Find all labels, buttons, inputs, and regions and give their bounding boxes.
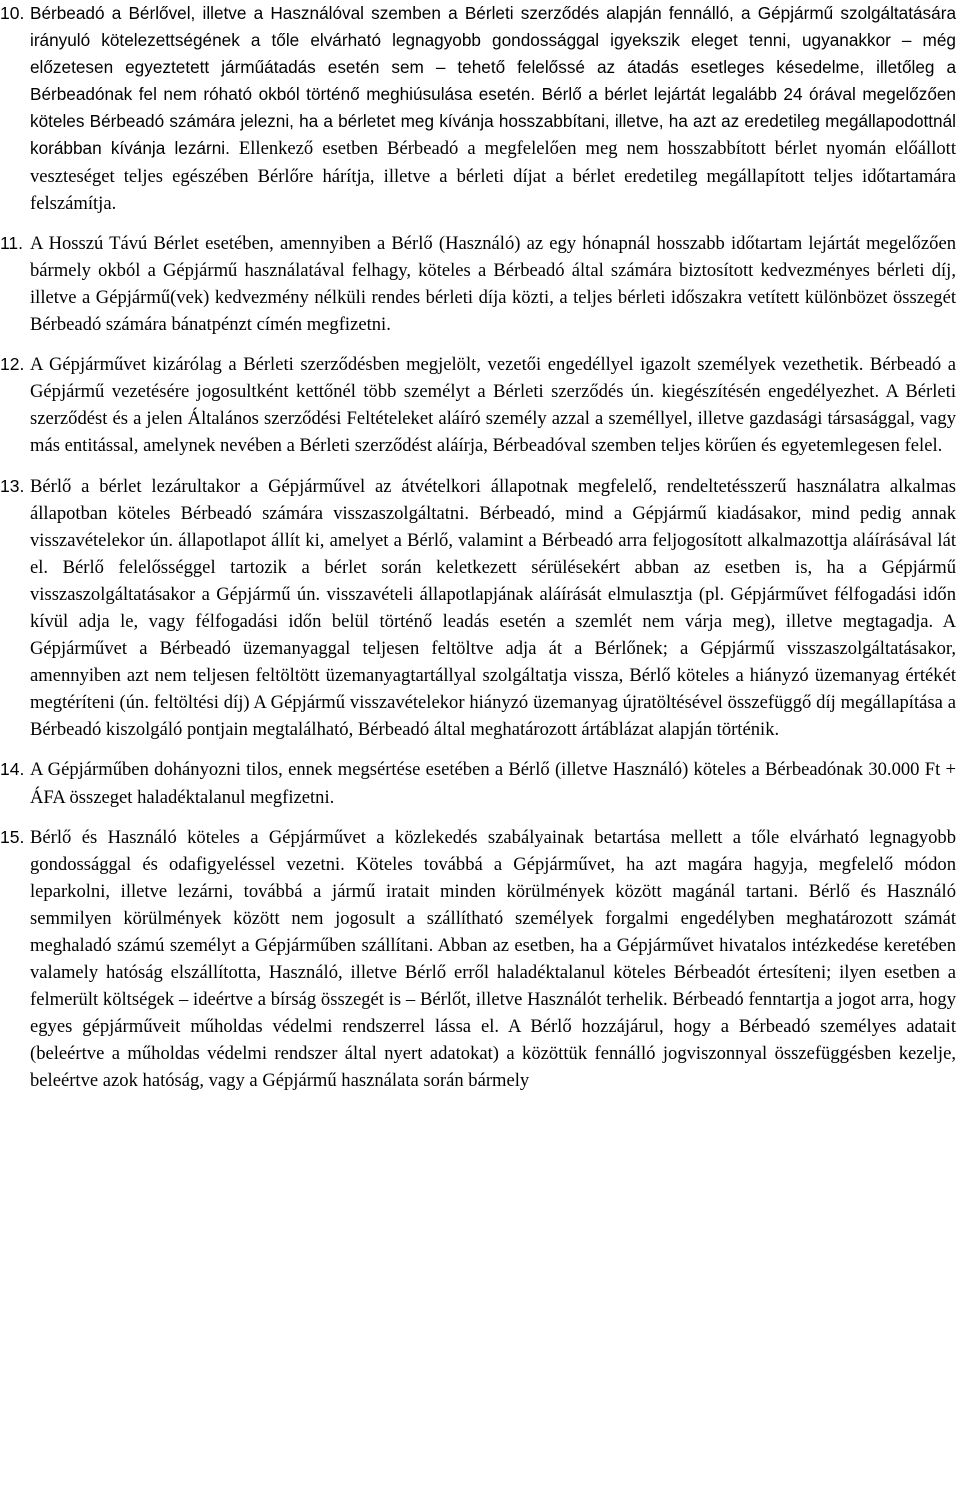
clause-number: 12. — [0, 354, 25, 375]
clause-10 — [0, 0, 960, 217]
clause-text-part: Bérbeadó a Bérlővel, illetve a Használóval szemben a Bérleti szerződés alapján fennálló, a Gépjármű szolgáltatására irányuló kötelezettségének a tőle elvárható legnagyobb gondossággal igyekszik eleget tenni, ugyanakkor – még előzetesen egyeztetett járműátadás esetén sem – tehető felelőssé az átadás esetleges késedelme, illetőleg a Bérbeadónak fel nem róható okból történő meghiúsulása esetén. — [30, 3, 956, 105]
clause-14 — [0, 756, 960, 810]
clause-text-part: Ellenkező esetben Bérbeadó a megfelelően meg nem hosszabbított bérlet nyomán előállott veszteséget teljes egészében Bérlőre hárítja, illetve a bérleti díjat a bérlet eredetileg megállapított teljes időtartamára felszámítja. — [30, 138, 956, 214]
clause-text: A Gépjárműben dohányozni tilos, ennek megsértése esetében a Bérlő (illetve Használó) köteles a Bérbeadónak 30.000 Ft + ÁFA összeget haladéktalanul megfizetni. — [30, 759, 956, 808]
clause-number: 11. — [0, 232, 24, 253]
clause-number: 14. — [0, 759, 25, 780]
clause-11 — [0, 230, 960, 338]
clause-text: Bérlő és Használó köteles a Gépjárművet a közlekedés szabályainak betartása mellett a tőle elvárható legnagyobb gondossággal és odafigyeléssel vezetni. Köteles továbbá a Gépjárművet, ha azt magára hagyja, megfelelő módon leparkolni, illetve lezárni, továbbá a jármű iratait minden körülmények között magánál tartani. Bérlő és Használó semmilyen körülmények között nem jogosult a szállítható személyek forgalmi engedélyben meghatározott számát meghaladó számú személyt a Gépjárműben szállítani. Abban az esetben, ha a Gépjárművet hivatalos intézkedése keretében valamely hatóság elszállította, Használó, illetve Bérlő erről haladéktalanul köteles Bérbeadót értesíteni; ilyen esetben a felmerült költségek – ideértve a bírság összegét is – Bérlőt, illetve Használót terhelik. Bérbeadó fenntartja a jogot arra, hogy egyes gépjárműveit műholdas védelmi rendszerrel lássa el. A Bérlő hozzájárul, hogy a Bérbeadó személyes adatait (beleértve a műholdas védelmi rendszer által nyert adatokat) a közöttük fennálló jogviszonnyal összefüggésben kezelje, beleértve azok hatóság, vagy a Gépjármű használata során bármely — [30, 826, 956, 1092]
clause-13 — [0, 473, 960, 744]
clause-text: Bérlő a bérlet lezárultakor a Gépjárművel az átvételkori állapotnak megfelelő, rendeltetésszerű használatra alkalmas állapotban köteles Bérbeadó számára visszaszolgáltatni. Bérbeadó, mind a Gépjármű kiadásakor, mind pedig annak visszavételekor ún. állapotlapot állít ki, amelyet a Bérlő, valamint a Bérbeadó arra feljogosított alkalmazottja aláírásával lát el. Bérlő felelősséggel tartozik a bérlet során keletkezett sérülésekért abban az esetben is, ha a Gépjármű visszaszolgáltatásakor a Gépjármű ún. visszavételi állapotlapjának aláírását elmulasztja (pl. Gépjárművet félfogadási időn kívül adja le, vagy félfogadási időn belül történő leadás esetén a szemlét nem várja meg), illetve megtagadja. A Gépjárművet a Bérbeadó üzemanyaggal teljesen feltöltve adja át a Bérlőnek; a Gépjármű visszaszolgáltatásakor, amennyiben azt nem teljesen feltöltött üzemanyagtartállyal szolgáltatja vissza, Bérlő köteles a hiányzó üzemanyag értékét megtéríteni (ún. feltöltési díj) A Gépjármű visszavételekor hiányzó üzemanyag újratöltésével összefüggő díj megállapítása a Bérbeadó kiszolgáló pontjain megtalálható, Bérbeadó által meghatározott ártáblázat alapján történik. — [30, 475, 956, 741]
clause-number: 15. — [0, 826, 25, 847]
clause-number: 13. — [0, 475, 25, 496]
clause-15 — [0, 824, 960, 1095]
clause-text-part: Bérlő a bérlet lejártát legalább 24 órával megelőzően köteles Bérbeadó számára jelezni, ha a bérletet meg kívánja hosszabbítani, illetve, ha azt az eredetileg megállapodottnál korábban kívánja lezárni. — [30, 84, 956, 159]
clause-text: A Gépjárművet kizárólag a Bérleti szerződésben megjelölt, vezetői engedéllyel igazolt személyek vezethetik. Bérbeadó a Gépjármű vezetésére jogosultként kettőnél több személyt a Bérleti szerződés ún. kiegészítésén engedélyezhet. A Bérleti szerződést és a jelen Általános szerződési Feltételeket aláíró személy azzal a személlyel, illetve gazdasági társasággal, vagy más entitással, amelynek nevében a Bérleti szerződést aláírja, Bérbeadóval szemben teljes körűen és egyetemlegesen felel. — [30, 354, 956, 457]
clause-12 — [0, 351, 960, 459]
clause-text: A Hosszú Távú Bérlet esetében, amennyiben a Bérlő (Használó) az egy hónapnál hosszabb időtartam lejártát megelőzően bármely okból a Gépjármű használatával felhagy, köteles a Bérbeadó által számára biztosított kedvezményes bérleti díj, illetve a Gépjármű(vek) kedvezmény nélküli rendes bérleti díja közti, a teljes bérleti időszakra vetített különbözet összegét Bérbeadó számára bánatpénzt címén megfizetni. — [30, 232, 956, 336]
clause-number: 10. — [0, 3, 25, 23]
